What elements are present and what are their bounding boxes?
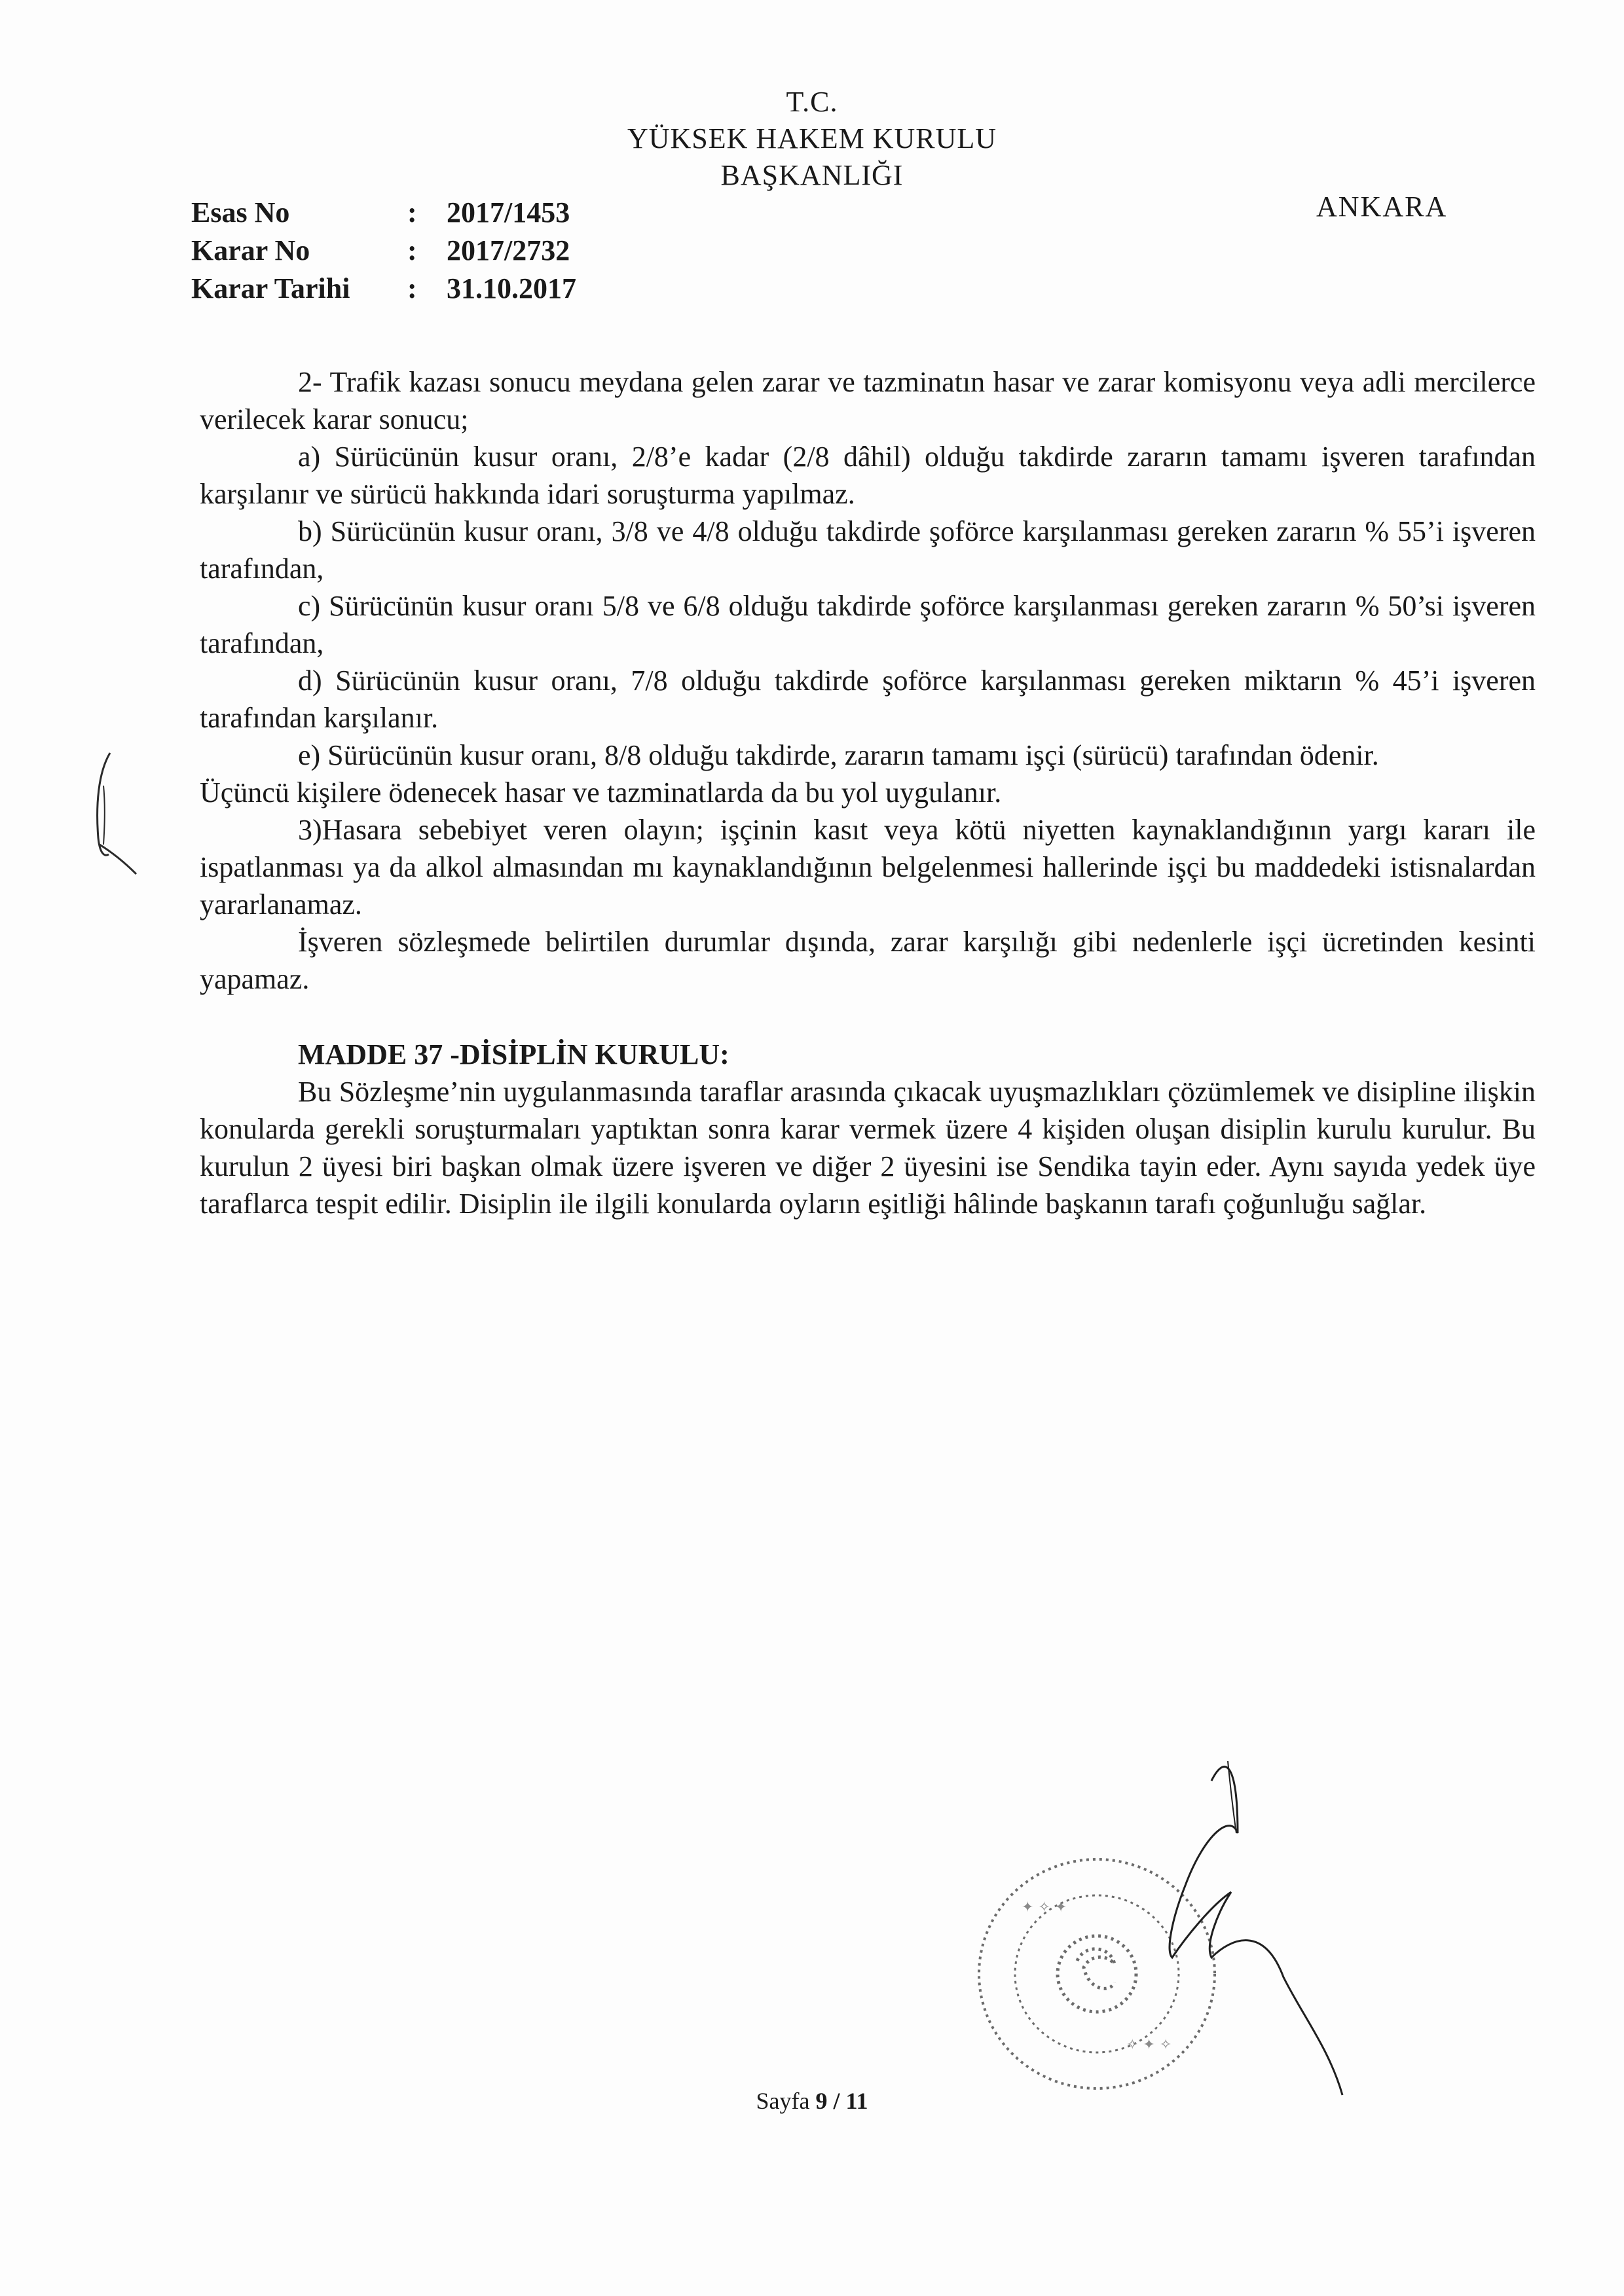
paragraph-item-b: b) Sürücünün kusur oranı, 3/8 ve 4/8 olduğu takdirde şoförce karşılanması gereken zararın % 55’i işveren tarafından, [200, 515, 1536, 585]
paragraph-disciplinary-board: Bu Sözleşme’nin uygulanmasında taraflar arasında çıkacak uyuşmazlıkları çözümlemek ve disipline ilişkin konularda gerekli soruşturmaları yaptıktan sonra karar vermek üzere 4 kişiden oluşan disiplin kurulu kurulur. Bu kurulun 2 üyesi biri başkan olmak üzere işveren ve diğer 2 üyesini ise Sendika tayin eder. Aynı sayıda yedek üye taraflarca tespit edilir. Disiplin ile ilgili konularda oyların eşitliği hâlinde başkanın tarafı çoğunluğu sağlar. [200, 1076, 1536, 1220]
paragraph-item-a: a) Sürücünün kusur oranı, 2/8’e kadar (2/8 dâhil) olduğu takdirde zararın tamamı işveren tarafından karşılanır ve sürücü hakkında idari soruşturma yapılmaz. [200, 441, 1536, 510]
paragraph-third-parties: Üçüncü kişilere ödenecek hasar ve tazminatlarda da bu yol uygulanır. [200, 776, 1002, 809]
city-label: ANKARA [1316, 191, 1448, 223]
paragraph-item-d: d) Sürücünün kusur oranı, 7/8 olduğu takdirde şoförce karşılanması gereken miktarın % 45’i işveren tarafından karşılanır. [200, 665, 1536, 734]
paragraph-item-3: 3)Hasara sebebiyet veren olayın; işçinin kasıt veya kötü niyetten kaynaklandığının yargı kararı ile ispatlanması ya da alkol almasından mı kaynaklandığının belgelenmesi hallerinde işçi bu maddedeki istisnalardan yararlanamaz. [200, 814, 1536, 920]
case-metadata [191, 194, 576, 308]
handwritten-signature [1113, 1741, 1401, 2108]
paragraph-deduction: İşveren sözleşmede belirtilen durumlar dışında, zarar karşılığı gibi nedenlerle işçi ücretinden kesinti yapamaz. [200, 926, 1536, 995]
karar-label: Karar No [191, 234, 310, 266]
page-number: 9 / 11 [815, 2088, 868, 2114]
esas-label: Esas No [191, 196, 290, 228]
header-line-board: YÜKSEK HAKEM KURULU [627, 122, 997, 155]
seal-text-fragment: ✦ ✧ ✦ [1022, 1899, 1067, 1916]
tarih-value: 31.10.2017 [447, 272, 576, 304]
esas-colon: : [407, 196, 417, 228]
tarih-label: Karar Tarihi [191, 272, 350, 304]
header-line-presidency: BAŞKANLIĞI [720, 159, 904, 191]
karar-colon: : [407, 234, 417, 266]
karar-row [191, 232, 576, 270]
paragraph-traffic-accident: 2- Trafik kazası sonucu meydana gelen zarar ve tazminatın hasar ve zarar komisyonu veya adli mercilerce verilecek karar sonucu; [200, 366, 1536, 435]
institution-header [524, 84, 1100, 194]
page-footer [0, 2087, 1624, 2115]
esas-row [191, 194, 576, 232]
page-label: Sayfa [756, 2088, 810, 2114]
seal-text-fragment-2: ✧ ✦ ✧ [1126, 2037, 1172, 2053]
document-body [200, 363, 1536, 1222]
tarih-colon: : [407, 272, 417, 304]
tarih-row [191, 270, 576, 308]
esas-value: 2017/1453 [447, 196, 570, 228]
article-heading: MADDE 37 -DİSİPLİN KURULU: [298, 1038, 729, 1070]
paragraph-item-c: c) Sürücünün kusur oranı 5/8 ve 6/8 olduğu takdirde şoförce karşılanması gereken zararın % 50’si işveren tarafından, [200, 590, 1536, 659]
header-line-tc: T.C. [786, 86, 838, 118]
paragraph-item-e: e) Sürücünün kusur oranı, 8/8 olduğu takdirde, zararın tamamı işçi (sürücü) tarafından ödenir. [298, 739, 1379, 771]
karar-value: 2017/2732 [447, 234, 570, 266]
margin-initial-mark [84, 746, 143, 877]
